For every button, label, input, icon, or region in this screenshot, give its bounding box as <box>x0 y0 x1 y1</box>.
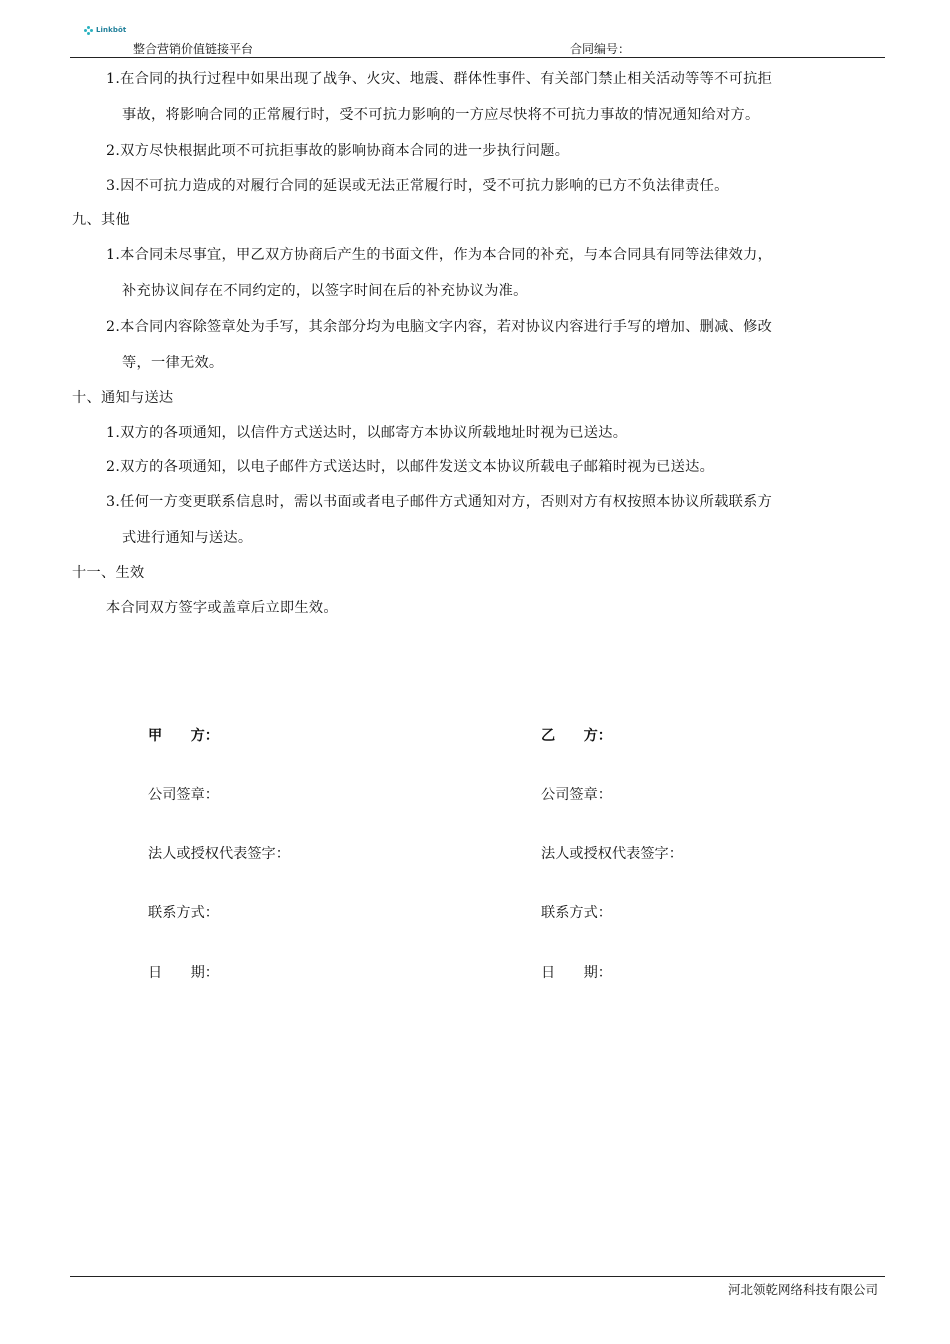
clause-8-1-line-2: 事故，将影响合同的正常履行时，受不可抗力影响的一方应尽快将不可抗力事故的情况通知给对方。 <box>122 107 760 123</box>
clause-10-3-line-2: 式进行通知与送达。 <box>122 530 253 546</box>
party-a-contact-label: 联系方式： <box>148 905 219 921</box>
clause-8-1-line-1: 1.在合同的执行过程中如果出现了战争、火灾、地震、群体性事件、有关部门禁止相关活动等等不可抗拒 <box>106 71 773 87</box>
party-b-seal-label: 公司签章： <box>541 787 612 803</box>
section-9-title: 九、其他 <box>72 212 130 228</box>
company-logo <box>84 24 126 36</box>
logo-text: Linkbōt <box>96 26 127 34</box>
clause-8-3: 3.因不可抗力造成的对履行合同的延误或无法正常履行时，受不可抗力影响的已方不负法律责任。 <box>106 178 729 194</box>
clause-9-2-line-2: 等，一律无效。 <box>122 355 224 371</box>
party-b-rep-label: 法人或授权代表签字： <box>541 846 683 862</box>
party-b-date-label: 日 期： <box>541 965 612 981</box>
header-divider <box>70 57 885 58</box>
party-b-contact-label: 联系方式： <box>541 905 612 921</box>
footer-divider <box>70 1276 885 1277</box>
clause-9-2-line-1: 2.本合同内容除签章处为手写，其余部分均为电脑文字内容，若对协议内容进行手写的增加、删减、修改 <box>106 319 773 335</box>
clause-11-text: 本合同双方签字或盖章后立即生效。 <box>106 600 338 616</box>
header-contract-number: 合同编号： <box>570 42 631 56</box>
clause-10-3-line-1: 3.任何一方变更联系信息时，需以书面或者电子邮件方式通知对方，否则对方有权按照本协议所载联系方 <box>106 494 773 510</box>
party-a-seal-label: 公司签章： <box>148 787 219 803</box>
party-a-date-label: 日 期： <box>148 965 219 981</box>
section-11-title: 十一、生效 <box>72 565 145 581</box>
clause-9-1-line-2: 补充协议间存在不同约定的，以签字时间在后的补充协议为准。 <box>122 283 528 299</box>
clause-10-1: 1.双方的各项通知，以信件方式送达时，以邮寄方本协议所载地址时视为已送达。 <box>106 425 628 441</box>
clause-8-2: 2.双方尽快根据此项不可抗拒事故的影响协商本合同的进一步执行问题。 <box>106 143 570 159</box>
logo-icon <box>84 26 93 35</box>
section-10-title: 十、通知与送达 <box>72 390 174 406</box>
party-a-title: 甲 方： <box>148 728 219 744</box>
party-a-rep-label: 法人或授权代表签字： <box>148 846 290 862</box>
party-b-title: 乙 方： <box>541 728 612 744</box>
footer-company-name: 河北领乾网络科技有限公司 <box>727 1282 878 1297</box>
clause-10-2: 2.双方的各项通知，以电子邮件方式送达时，以邮件发送文本协议所载电子邮箱时视为已送达。 <box>106 459 715 475</box>
clause-9-1-line-1: 1.本合同未尽事宜，甲乙双方协商后产生的书面文件，作为本合同的补充，与本合同具有同等法律效力， <box>106 247 773 263</box>
header-platform-name: 整合营销价值链接平台 <box>133 42 254 56</box>
